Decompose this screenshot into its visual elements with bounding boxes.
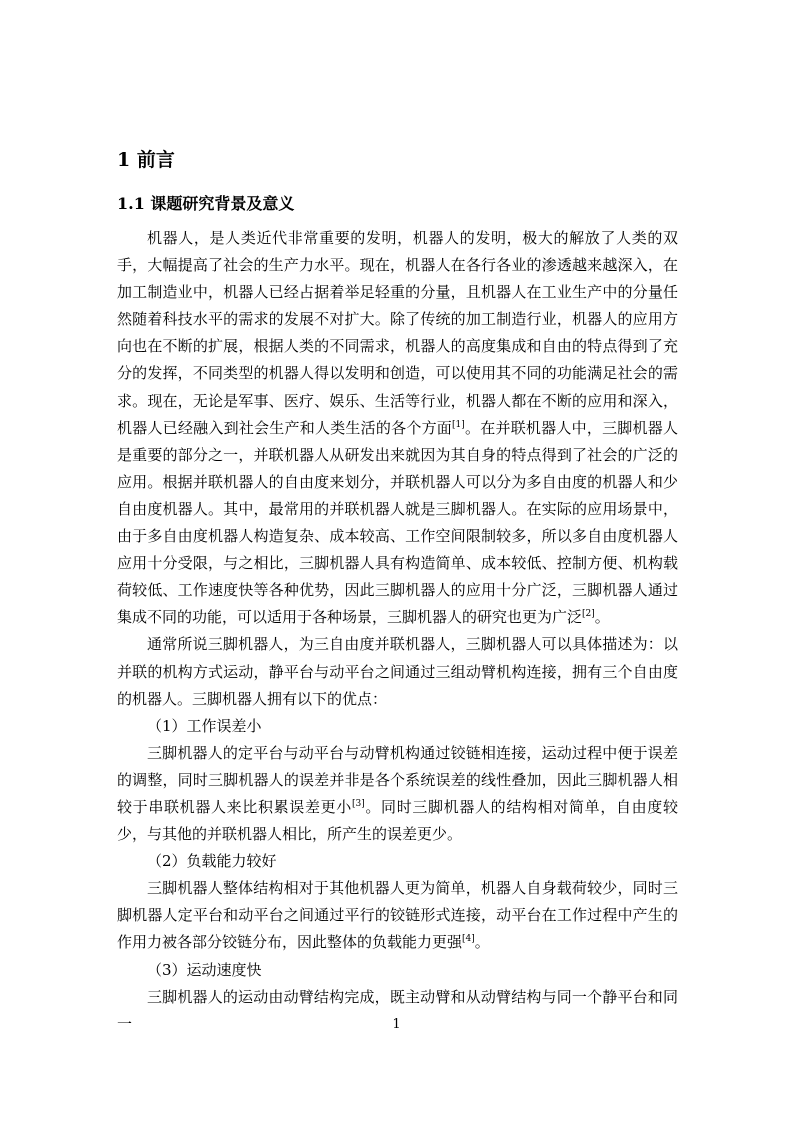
advantage-heading (117, 713, 678, 740)
advantage-heading (117, 957, 678, 984)
paragraph-text: （3）运动速度快 (147, 960, 262, 979)
paragraph-text: 通常所说三脚机器人，为三自由度并联机器人，三脚机器人可以具体描述为：以并联的机构方式运动，静平台与动平台之间通过三组动臂机构连接，拥有三个自由度的机器人。三脚机器人拥有以下的优点： (117, 635, 678, 708)
paragraph-text: 。同时三脚机器人的结构相对简单，自由度较少，与其他的并联机器人相比，所产生的误差更少。 (117, 797, 678, 844)
paragraph-advantage-2 (117, 875, 678, 956)
paragraph-background (117, 225, 678, 631)
paragraph-text: 。 (474, 933, 490, 952)
paragraph-text: 。在并联机器人中，三脚机器人是重要的部分之一，并联机器人从研发出来就因为其自身的特点得到了社会的广泛的应用。根据并联机器人的自由度来划分，并联机器人可以分为多自由度的机器人和少自由度机器人。其中，最常用的并联机器人就是三脚机器人。在实际的应用场景中，由于多自由度机器人构造复杂、成本较高、工作空间限制较多，所以多自由度机器人应用十分受限，与之相比，三脚机器人具有构造简单、成本较低、控制方便、机构载荷较低、工作速度快等各种优势，因此三脚机器人的应用十分广泛，三脚机器人通过集成不同的功能，可以适用于各种场景，三脚机器人的研究也更为广泛 (117, 418, 678, 627)
paragraph-definition (117, 631, 678, 712)
paragraph-text: 三脚机器人的定平台与动平台与动臂机构通过铰链相连接，运动过程中便于误差的调整，同时三脚机器人的误差并非是各个系统误差的线性叠加，因此三脚机器人相较于串联机器人来比积累误差更小 (117, 743, 678, 816)
body-text (117, 225, 678, 1038)
paragraph-text: （2）负载能力较好 (147, 852, 277, 871)
citation-ref: [2] (582, 609, 595, 620)
section-heading: 1.1 课题研究背景及意义 (117, 194, 295, 213)
citation-ref: [1] (452, 419, 465, 430)
citation-ref: [4] (462, 934, 475, 945)
paragraph-text: 。 (594, 608, 610, 627)
page-number: 1 (392, 1017, 401, 1032)
paragraph-advantage-1 (117, 740, 678, 848)
paragraph-text: 机器人，是人类近代非常重要的发明，机器人的发明，极大的解放了人类的双手，大幅提高了社会的生产力水平。现在，机器人在各行各业的渗透越来越深入，在加工制造业中，机器人已经占据着举足轻重的分量，且机器人在工业生产中的分量任然随着科技水平的需求的发展不对扩大。除了传统的加工制造行业，机器人的应用方向也在不断的扩展，根据人类的不同需求，机器人的高度集成和自由的特点得到了充分的发挥，不同类型的机器人得以发明和创造，可以使用其不同的功能满足社会的需求。现在，无论是军事、医疗、娱乐、生活等行业，机器人都在不断的应用和深入，机器人已经融入到社会生产和人类生活的各个方面 (117, 229, 678, 437)
citation-ref: [3] (351, 798, 365, 809)
chapter-heading: 1 前言 (117, 149, 175, 171)
advantage-heading (117, 848, 678, 875)
paragraph-text: 三脚机器人整体结构相对于其他机器人更为简单，机器人自身载荷较少，同时三脚机器人定平台和动平台之间通过平行的铰链形式连接，动平台在工作过程中产生的作用力被各部分铰链分布，因此整体的负载能力更强 (117, 879, 678, 952)
paragraph-text: （1）工作误差小 (147, 716, 262, 735)
paragraph-text: 三脚机器人的运动由动臂结构完成，既主动臂和从动臂结构与同一个静平台和同一 (117, 987, 678, 1033)
